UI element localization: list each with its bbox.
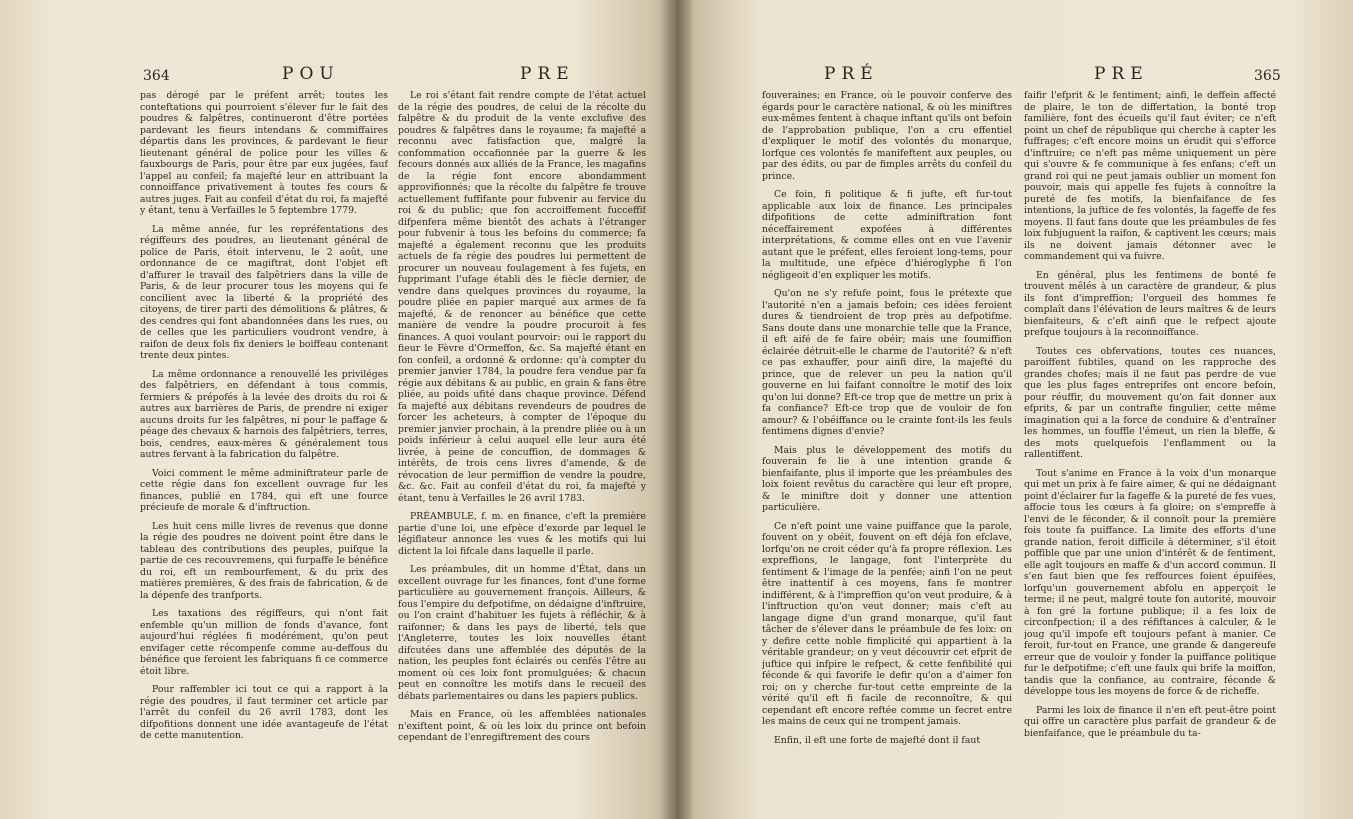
book-gutter [660,0,694,819]
paragraph: Les préambules, dit un homme d'État, dans un excellent ouvrage fur les finances, font d'une forme particulière au gouvernement françois. Ailleurs, & fous l'empire du defpotifme, on dédaigne d'inftruire, ou l'on craint d'habituer les fujets à réfléchir, & à raifonner; & dans les pays de liberté, tels que l'Angleterre, toutes les loix nouvelles étant difcutées dans une affemblée des députés de la nation, les peuples font éclairés ou cenfés l'être au moment où ces loix font promulguées; & chacun peut en connoître les motifs dans le recueil des débats parlementaires ou dans les papiers publics. [398,564,646,702]
left-column-2 [398,90,646,805]
paragraph: Pour raffembler ici tout ce qui a rapport à la régie des poudres, il faut terminer cet article par l'arrêt du confeil du 26 avril 1783, dont les difpofitions donnent une idée avantageufe de l'état de cette manutention. [140,684,388,741]
paragraph: Mais plus le développement des motifs du fouverain fe lie à une intention grande & bienfaifante, plus il importe que les préambules des loix foient revêtus du caractère qui leur eft propre, & le miniftre doit y donner une attention particulière. [762,444,1012,513]
paragraph: Voici comment le même adminiftrateur parle de cette régie dans fon excellent ouvrage fur les finances, publié en 1784, qui eft une fource précieufe de morale & d'inftruction. [140,467,388,513]
running-head-pre-left: PRE [520,64,575,84]
right-column-2 [1024,90,1276,805]
running-head-pre-accent: PRÉ [824,64,879,84]
paragraph: faifir l'efprit & le fentiment; ainfi, le deffein affecté de plaire, le ton de differtation, la bonté trop familière, font des écueils qu'il faut éviter; ce n'eft point un chef de république qui cherche à capter les fuffrages; c'eft encore moins un érudit qui s'efforce d'inftruire; ce n'eft pas même uniquement un père qui s'ouvre & fe communique à fes enfans; c'eft un grand roi qui ne peut jamais oublier un moment fon pouvoir, mais qui appelle fes fujets à connoître la pureté de fes motifs, la bienfaifance de fes intentions, la juftice de fes volontés, la fageffe de fes moyens. Il faut fans doute que les préambules de fes loix fubjuguent la raifon, & captivent les cœurs; mais ils ne doivent jamais détonner avec le commandement qui va fuivre. [1024,90,1276,262]
page-number-right: 365 [1254,68,1281,84]
paragraph: Mais en France, où les affemblées nationales n'exiftent point, & où les loix du prince ont befoin cependant de l'enregiftrement des cours [398,709,646,743]
left-page [0,0,676,819]
paragraph: Les huit cens mille livres de revenus que donne la régie des poudres ne doivent point être dans le tableau des contributions des peuples, puifque la partie de ces recouvremens, qui furpaffe le bénéfice du roi, eft un rembourfement, & du prix des matières premières, & des frais de fabrication, & de la dépenfe des tranfports. [140,520,388,601]
right-column-1 [762,90,1012,805]
paragraph: pas dérogé par le préfent arrêt; toutes les conteftations qui pourroient s'élever fur le fait des poudres & falpêtres, continueront d'être portées pardevant les fieurs intendans & commiffaires départis dans les provinces, & pardevant le fieur lieutenant général de police pour les villes & fauxbourgs de Paris, pour être par eux jugées, fauf l'appel au confeil; fa majefté leur en attribuant la connoiffance privativement à toutes fes cours & autres juges. Fait au confeil d'état du roi, fa majefté y étant, tenu à Verfailles le 5 feptembre 1779. [140,90,388,216]
paragraph: PRÉAMBULE, f. m. en finance, c'eft la première partie d'une loi, une efpèce d'exorde par lequel le légiflateur annonce les vues & les motifs qui lui dictent la loi fifcale dans laquelle il parle. [398,511,646,557]
paragraph: Toutes ces obfervations, toutes ces nuances, paroiffent fubtiles, quand on les rapproche des grandes chofes; mais il ne faut pas perdre de vue que les plus fages entreprifes ont encore befoin, pour réuffir, du mouvement qu'on fait donner aux efprits, & par un contrafte fingulier, cette même imagination qui a la force de conduire & d'entraîner les hommes, un fouffle l'émeut, un rien la bleffe, & des mots quelquefois l'enflamment ou la rallentiffent. [1024,345,1276,460]
paragraph: Ce foin, fi politique & fi jufte, eft fur-tout applicable aux loix de finance. Les principales difpofitions de cette adminiftration font néceffairement expofées à différentes interprétations, & comme elles ont en vue l'avenir autant que le préfent, elles feroient long-tems, pour la multitude, une efpèce d'hiéroglyphe fi l'on négligeoit d'en expliquer les motifs. [762,189,1012,281]
paragraph: fouveraines; en France, où le pouvoir conferve des égards pour le caractère national, & où les miniftres eux-mêmes fentent à chaque inftant qu'ils ont befoin de l'approbation publique, l'on a cru effentiel d'expliquer le motif des volontés du monarque, lorfque ces volontés fe manifeftent aux peuples, ou par des édits, ou par de fimples arrêts du confeil du prince. [762,90,1012,182]
left-column-1 [140,90,388,805]
paragraph: Qu'on ne s'y refufe point, fous le prétexte que l'autorité n'en a jamais befoin; ces idées feroient dures & tiendroient de trop près au defpotifme. Sans doute dans une monarchie telle que la France, il eft aifé de fe faire obéir; mais une foumiffion éclairée détruit-elle le charme de l'autorité? & n'eft ce pas exhauffer, pour ainfi dire, la majefté du prince, que de relever un peu la nation qu'il gouverne en lui faifant connoître le motif des loix qu'on lui donne? Eft-ce trop que de mettre un prix à fa confiance? Eft-ce trop que de vouloir de fon amour? & l'obéiffance ou le crainte font-ils les feuls fentimens dignes d'envie? [762,288,1012,437]
running-head-pre-right: PRE [1094,64,1149,84]
running-head-pou: POU [282,64,340,84]
page-number-left: 364 [143,68,170,84]
paragraph: La même ordonnance a renouvellé les priviléges des falpêtriers, en défendant à tous commis, fermiers & prépofés à la levée des droits du roi & autres aux barrières de Paris, de prendre ni exiger aucuns droits fur les falpêtres, ni pour le paffage & péage des chevaux & harnois des falpêtriers, terres, bois, cendres, eaux-mères & généralement tous autres fervant à la fabrication du falpêtre. [140,368,388,460]
paragraph: Les taxations des régiffeurs, qui n'ont fait enfemble qu'un million de fonds d'avance, font aujourd'hui réglées fi modérément, qu'on peut envifager cette récompenfe comme au-deffous du bénéfice que feroient les fabriquans fi ce commerce étoit libre. [140,608,388,677]
paragraph: Tout s'anime en France à la voix d'un monarque qui met un prix à fe faire aimer, & qui ne dédaignant point d'éclairer fur la fageffe & la pureté de fes vues, affocie tous les cœurs à fa gloire; on s'empreffe à l'envi de le féconder, & il connoît pour la première fois toute fa puiffance. La limite des efforts d'une grande nation, feroit difficile à déterminer, s'il étoit poffible que par une union d'intérêt & de fentiment, elle agît toujours en maffe & d'un accord commun. Il s'en faut bien que fes reffources foient épuifées, lorfqu'un gouvernement abfolu en apperçoit le terme; il ne peut, malgré toute fon autorité, mouvoir à fon gré la fortune publique; il a fes loix de circonfpection; il a des réfiftances à calculer, & le joug qu'il impofe eft toujours pefant à manier. Ce feroit, fur-tout en France, une grande & dangereufe erreur que de vouloir y fonder la puiffance politique fur le defpotifme; c'eft une faulx qui brife la moiffon, tandis que la confiance, au contraire, féconde & développe tous les moyens de force & de richeffe. [1024,467,1276,697]
right-page [676,0,1353,819]
paragraph: En général, plus les fentimens de bonté fe trouvent mêlés à un caractère de grandeur, & plus ils font d'impreffion; l'orgueil des hommes fe complaît dans l'élévation de leurs maîtres & de leurs bienfaiteurs, & c'eft ainfi que le refpect ajoute prefque toujours à la reconnoiffance. [1024,269,1276,338]
paragraph: Enfin, il eft une forte de majefté dont il faut [774,734,981,746]
paragraph: Ce n'eft point une vaine puiffance que la parole, fouvent on y obéit, fouvent on eft déjà fon efclave, lorfqu'on ne croit céder qu'à fa propre réflexion. Les expreffions, le langage, font l'interprète du fentiment & l'image de la penfée; ainfi l'on ne peut être inattentif à ces moyens, fans fe montrer indifférent, & à l'impreffion qu'on veut produire, & à l'inftruction qu'on veut donner; mais c'eft au langage digne d'un grand monarque, qu'il faut tâcher de s'élever dans le préambule de fes loix: on y defire cette noble fimplicité qui appartient à la véritable grandeur; on y veut découvrir cet efprit de juftice qui infpire le refpect, & cette fenfibilité qui féconde & qui favorife le defir qu'on a d'aimer fon roi; on y cherche fur-tout cette empreinte de la vérité qu'il eft fi facile de reconnoître, & qui cependant eft encore reftée comme un fecret entre les mains de ceux qui ne trompent jamais. [762,520,1012,727]
paragraph: La même année, fur les repréfentations des régiffeurs des poudres, au lieutenant général de police de Paris, étoit intervenu, le 2 août, une ordonnance de ce magiftrat, dont l'objet eft d'affurer le travail des falpêtriers dans la ville de Paris, & de leur procurer tous les moyens qui fe concilient avec la liberté & la propriété des citoyens, de tirer parti des démolitions & plâtres, & des cendres qui font abandonnées dans les rues, ou de celles que les particuliers voudront vendre, à raifon de deux fols fix deniers le boiffeau contenant trente deux pintes. [140,223,388,361]
paragraph: Parmi les loix de finance il n'en eft peut-être point qui offre un caractère plus parfait de grandeur & de bienfaifance, que le préambule du ta- [1024,704,1276,739]
paragraph: Le roi s'étant fait rendre compte de l'état actuel de la régie des poudres, de celui de la récolte du falpêtre & du produit de la vente exclufive des poudres & falpêtres dans le royaume; fa majefté a reconnu avec fatisfaction que, malgré la confommation occafionnée par la guerre & les fecours donnés aux alliés de la France, les magafins de la régie font encore abondamment approvifionnés; que la récolte du falpêtre fe trouve actuellement fuffifante pour fubvenir au fervice du roi & du public; que fon accroiffement fucceffif difpenfera même bientôt des achats à l'étranger pour fubvenir à tous les befoins du commerce; fa majefté a également reconnu que les produits actuels de fa régie des poudres lui permettent de procurer un nouveau foulagement à fes fujets, en fupprimant l'ufage établi dès le fiècle dernier, de vendre dans quelques provinces du royaume, la poudre pliée en papier marqué aux armes de fa majefté, & de renoncer au bénéfice que cette manière de vendre la poudre procuroit à fes finances. A quoi voulant pourvoir: oui le rapport du fieur le Fèvre d'Ormeffon, &c. Sa majefté étant en fon confeil, a ordonné & ordonne: qu'à compter du premier janvier 1784, la poudre fera vendue par fa régie aux débitans & au public, en grain & fans être pliée, au poids ufité dans chaque province. Défend fa majefté aux débitans revendeurs de poudres de forcer les acheteurs, à compter de l'époque du premier janvier prochain, à la prendre pliée ou à un poids inférieur à celui auquel elle leur aura été livrée, à peine de concuffion, de dommages & intérêts, de trois cens livres d'amende, & de révocation de leur permiffion de vendre la poudre, &c. &c. Fait au confeil d'état du roi, fa majefté y étant, tenu à Verfailles le 26 avril 1783. [398,90,646,504]
